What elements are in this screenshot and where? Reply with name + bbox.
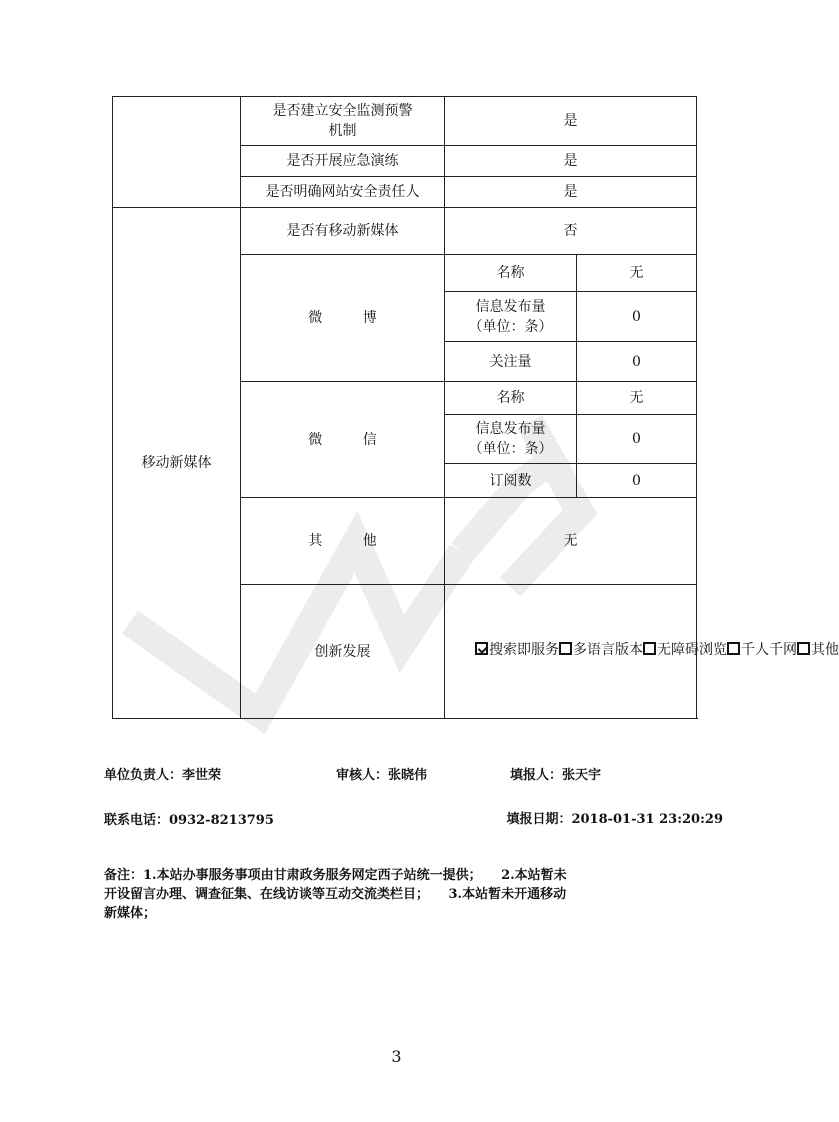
weibo-followers-label: 关注量 [445,342,577,382]
wechat-posts-value: 0 [577,415,697,464]
drill-value: 是 [445,146,697,177]
innovation-section-label: 创新发展 [241,585,445,719]
monitoring-value: 是 [445,97,697,146]
checkbox-multilingual[interactable] [559,642,572,655]
monitoring-label: 是否建立安全监测预警 机制 [241,97,445,146]
media-section-label: 移动新媒体 [113,208,241,719]
remarks-line: 新媒体； [104,906,157,921]
wechat-posts-label: 信息发布量 （单位：条） [445,415,577,464]
option-label: 搜索即服务 [489,641,559,658]
table-row [113,208,697,255]
has-media-label: 是否有移动新媒体 [241,208,445,255]
drill-label: 是否开展应急演练 [241,146,445,177]
reviewer: 审核人：张晓伟 [336,768,428,783]
responsible-label: 是否明确网站安全责任人 [241,177,445,208]
checkbox-search-as-service[interactable] [475,642,488,655]
remarks [104,866,694,923]
checkbox-personalized[interactable] [727,642,740,655]
table-row [113,97,697,146]
weibo-name-label: 名称 [445,255,577,292]
remarks-line: 开设留言办理、调查征集、在线访谈等互动交流类栏目； 3.本站暂未开通移动 [104,887,567,902]
checkbox-other[interactable] [797,642,810,655]
page-number: 3 [391,1047,402,1066]
wechat-name-value: 无 [577,382,697,415]
option-label: 多语言版本 [573,641,643,658]
weibo-label: 微 博 [241,255,445,382]
other-label: 其 他 [241,498,445,585]
weibo-posts-label: 信息发布量 （单位：条） [445,292,577,342]
report-table [112,96,839,719]
weibo-name-value: 无 [577,255,697,292]
remarks-line: 备注：1.本站办事服务事项由甘肃政务服务网定西子站统一提供； 2.本站暂未 [104,868,567,883]
option-label: 无障碍浏览 [657,641,727,658]
filler: 填报人：张天宇 [510,768,602,783]
responsible-value: 是 [445,177,697,208]
unit-head: 单位负责人：李世荣 [104,768,222,783]
wechat-subscribers-label: 订阅数 [445,464,577,498]
wechat-subscribers-value: 0 [577,464,697,498]
other-value: 无 [445,498,697,585]
checkbox-accessibility[interactable] [643,642,656,655]
contact-phone: 联系电话：0932-8213795 [104,813,274,828]
has-media-value: 否 [445,208,697,255]
wechat-label: 微 信 [241,382,445,498]
wechat-name-label: 名称 [445,382,577,415]
security-section-cell [113,97,241,208]
weibo-posts-value: 0 [577,292,697,342]
innovation-options [445,585,839,719]
weibo-followers-value: 0 [577,342,697,382]
option-label: 其他 [811,641,839,658]
fill-date: 填报日期：2018-01-31 23:20:29 [506,812,723,827]
option-label: 千人千网 [741,641,797,658]
